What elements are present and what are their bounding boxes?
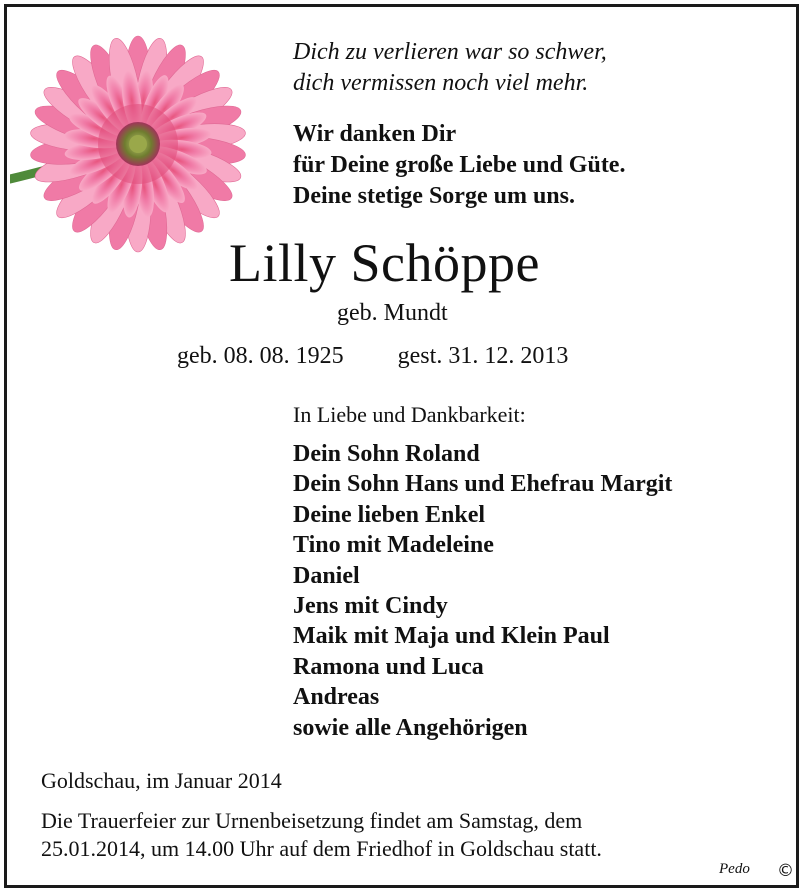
list-item: Deine lieben Enkel	[293, 501, 486, 528]
designer-signature: Pedo	[719, 861, 750, 877]
notice-line: 25.01.2014, um 14.00 Uhr auf dem Friedhof in Goldschau statt.	[41, 836, 602, 861]
list-item: Maik mit Maja und Klein Paul	[293, 623, 610, 650]
thanks-text	[293, 119, 625, 212]
mourners-intro: In Liebe und Dankbarkeit:	[293, 402, 526, 427]
notice-line: Die Trauerfeier zur Urnenbeisetzung findet am Samstag, dem	[41, 808, 583, 833]
mourners-list	[293, 439, 672, 743]
obituary-frame	[4, 4, 799, 888]
list-item: Ramona und Luca	[293, 653, 484, 680]
birth-date: geb. 08. 08. 1925	[177, 343, 344, 369]
list-item: Andreas	[293, 684, 380, 711]
copyright-mark: ©	[777, 861, 794, 881]
list-item: Tino mit Madeleine	[293, 532, 494, 559]
poem	[293, 37, 607, 99]
poem-line: dich vermissen noch viel mehr.	[293, 70, 589, 96]
list-item: Dein Sohn Hans und Ehefrau Margit	[293, 471, 673, 498]
death-date: gest. 31. 12. 2013	[397, 343, 569, 369]
life-dates	[177, 341, 568, 371]
thanks-line: Deine stetige Sorge um uns.	[293, 183, 575, 209]
thanks-line: Wir danken Dir	[293, 121, 457, 147]
list-item: Dein Sohn Roland	[293, 441, 480, 467]
funeral-notice	[41, 807, 602, 863]
poem-line: Dich zu verlieren war so schwer,	[293, 39, 607, 65]
place-date: Goldschau, im Januar 2014	[41, 768, 282, 793]
thanks-line: für Deine große Liebe und Güte.	[293, 152, 626, 178]
birth-name: geb. Mundt	[337, 300, 448, 326]
gerbera-flower-icon	[10, 27, 250, 267]
list-item: Jens mit Cindy	[293, 593, 448, 620]
list-item: sowie alle Angehörigen	[293, 714, 528, 741]
deceased-name: Lilly Schöppe	[229, 233, 540, 293]
list-item: Daniel	[293, 562, 360, 589]
